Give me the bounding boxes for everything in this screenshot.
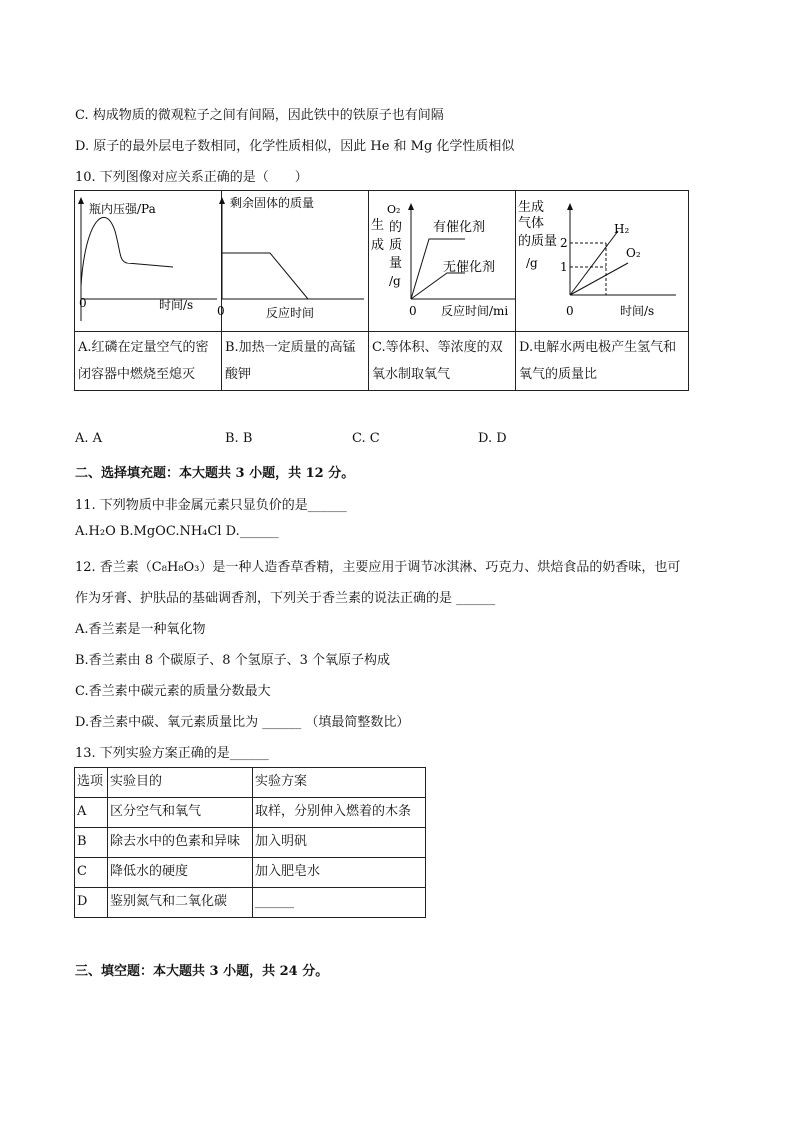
graph-b-origin: 0 [217, 304, 225, 318]
question-11-options: A.H₂O B.MgOC.NH₄Cl D.______ [75, 524, 279, 539]
graph-a-caption: A.红磷在定量空气的密闭容器中燃烧至熄灭 [78, 340, 209, 382]
table-cell: D [75, 888, 108, 918]
graph-c-ylabel-4: 成 [371, 238, 385, 253]
graph-d-ylabel-2: 气体 [518, 216, 545, 231]
question-11-stem: 11. 下列物质中非金属元素只显负价的是______ [75, 498, 347, 513]
graph-c-curve2-label: 无催化剂 [443, 260, 496, 275]
question-10-graph-table [74, 190, 689, 391]
graph-c-ylabel-5: 质 [389, 238, 403, 253]
question-13-table [74, 767, 426, 918]
option-a: A. A [75, 431, 103, 446]
graph-d-origin: 0 [566, 304, 574, 318]
table-cell: 取样，分别伸入燃着的木条 [253, 798, 426, 828]
graph-a-cell [75, 191, 222, 332]
question-10-stem: 10. 下列图像对应关系正确的是（ ） [75, 170, 308, 185]
graph-c-ylabel-2: 生 [371, 218, 385, 233]
table-cell: 加入明矾 [253, 828, 426, 858]
question-12-option-d: D.香兰素中碳、氧元素质量比为 ______ （填最简整数比） [75, 715, 410, 730]
graph-b-cell [217, 191, 369, 332]
graph-c-cell [369, 191, 516, 332]
question-12-option-c: C.香兰素中碳元素的质量分数最大 [75, 684, 271, 699]
table-header-cell: 实验目的 [108, 768, 253, 798]
table-row [75, 888, 426, 918]
graph-c-xlabel: 反应时间/mi [441, 304, 509, 318]
graph-b-xlabel: 反应时间 [266, 306, 315, 320]
graph-b [217, 191, 368, 327]
graph-d-o2-label: O₂ [626, 246, 641, 260]
graph-a-ylabel: 瓶内压强/Pa [89, 202, 156, 216]
table-cell: 鉴别氮气和二氧化碳 [108, 888, 253, 918]
graph-d-h2-label: H₂ [614, 222, 630, 236]
option-d: D. D [478, 431, 507, 446]
graph-d-ylabel-4: /g [526, 256, 538, 270]
table-row [75, 858, 426, 888]
graph-a-origin: 0 [79, 296, 87, 310]
graph-d-xlabel: 时间/s [620, 304, 655, 318]
option-b: B. B [225, 431, 253, 446]
graph-c-ylabel-6: 量 [389, 256, 403, 271]
question-12-stem-1: 12. 香兰素（C₈H₈O₃）是一种人造香草香精，主要应用于调节冰淇淋、巧克力、烘焙食品的奶香味，也可 [75, 560, 681, 575]
option-c-text: C. 构成物质的微观粒子之间有间隔，因此铁中的铁原子也有间隔 [75, 108, 444, 123]
graph-c-caption: C.等体积、等浓度的双氧水制取氧气 [372, 340, 503, 382]
section-3-heading: 三、填空题：本大题共 3 小题，共 24 分。 [75, 964, 329, 979]
graph-d-caption: D.电解水两电极产生氢气和氧气的质量比 [519, 340, 677, 382]
graph-d-tick-2: 2 [560, 236, 568, 250]
graph-c [369, 191, 515, 327]
graph-c-ylabel-1: O₂ [387, 203, 401, 216]
section-2-heading: 二、选择填充题：本大题共 3 小题，共 12 分。 [75, 466, 355, 481]
graph-d-ylabel-1: 生成 [518, 200, 545, 215]
graph-d-ylabel-3: 的质量 [518, 234, 558, 249]
graph-b-ylabel: 剩余固体的质量 [230, 196, 315, 210]
table-row [75, 798, 426, 828]
graph-a [75, 191, 221, 327]
graph-d-tick-1: 1 [560, 260, 568, 274]
table-header-row [75, 768, 426, 798]
table-cell: B [75, 828, 108, 858]
graph-b-caption: B.加热一定质量的高锰酸钾 [225, 340, 356, 382]
graph-a-xlabel: 时间/s [159, 298, 194, 312]
table-cell: 降低水的硬度 [108, 858, 253, 888]
graph-d-cell [516, 191, 689, 332]
table-cell: 加入肥皂水 [253, 858, 426, 888]
question-12-option-a: A.香兰素是一种氧化物 [75, 622, 206, 637]
graph-d [516, 191, 688, 327]
graph-c-curve1-label: 有催化剂 [433, 220, 486, 235]
question-13-stem: 13. 下列实验方案正确的是______ [75, 746, 269, 761]
table-row [75, 828, 426, 858]
option-c: C. C [352, 431, 380, 446]
table-cell: 区分空气和氧气 [108, 798, 253, 828]
table-header-cell: 选项 [75, 768, 108, 798]
option-d-text: D. 原子的最外层电子数相同，化学性质相似，因此 He 和 Mg 化学性质相似 [75, 139, 515, 154]
question-12-option-b: B.香兰素由 8 个碳原子、8 个氢原子、3 个氧原子构成 [75, 653, 391, 668]
table-cell: A [75, 798, 108, 828]
table-cell: 除去水中的色素和异味 [108, 828, 253, 858]
question-12-stem-2: 作为牙膏、护肤品的基础调香剂，下列关于香兰素的说法正确的是 ______ [75, 591, 496, 606]
table-cell: C [75, 858, 108, 888]
graph-c-origin: 0 [409, 304, 417, 318]
table-header-cell: 实验方案 [253, 768, 426, 798]
table-cell: ______ [253, 888, 426, 918]
graph-c-ylabel-3: 的 [389, 220, 403, 235]
graph-c-ylabel-7: /g [389, 274, 401, 288]
